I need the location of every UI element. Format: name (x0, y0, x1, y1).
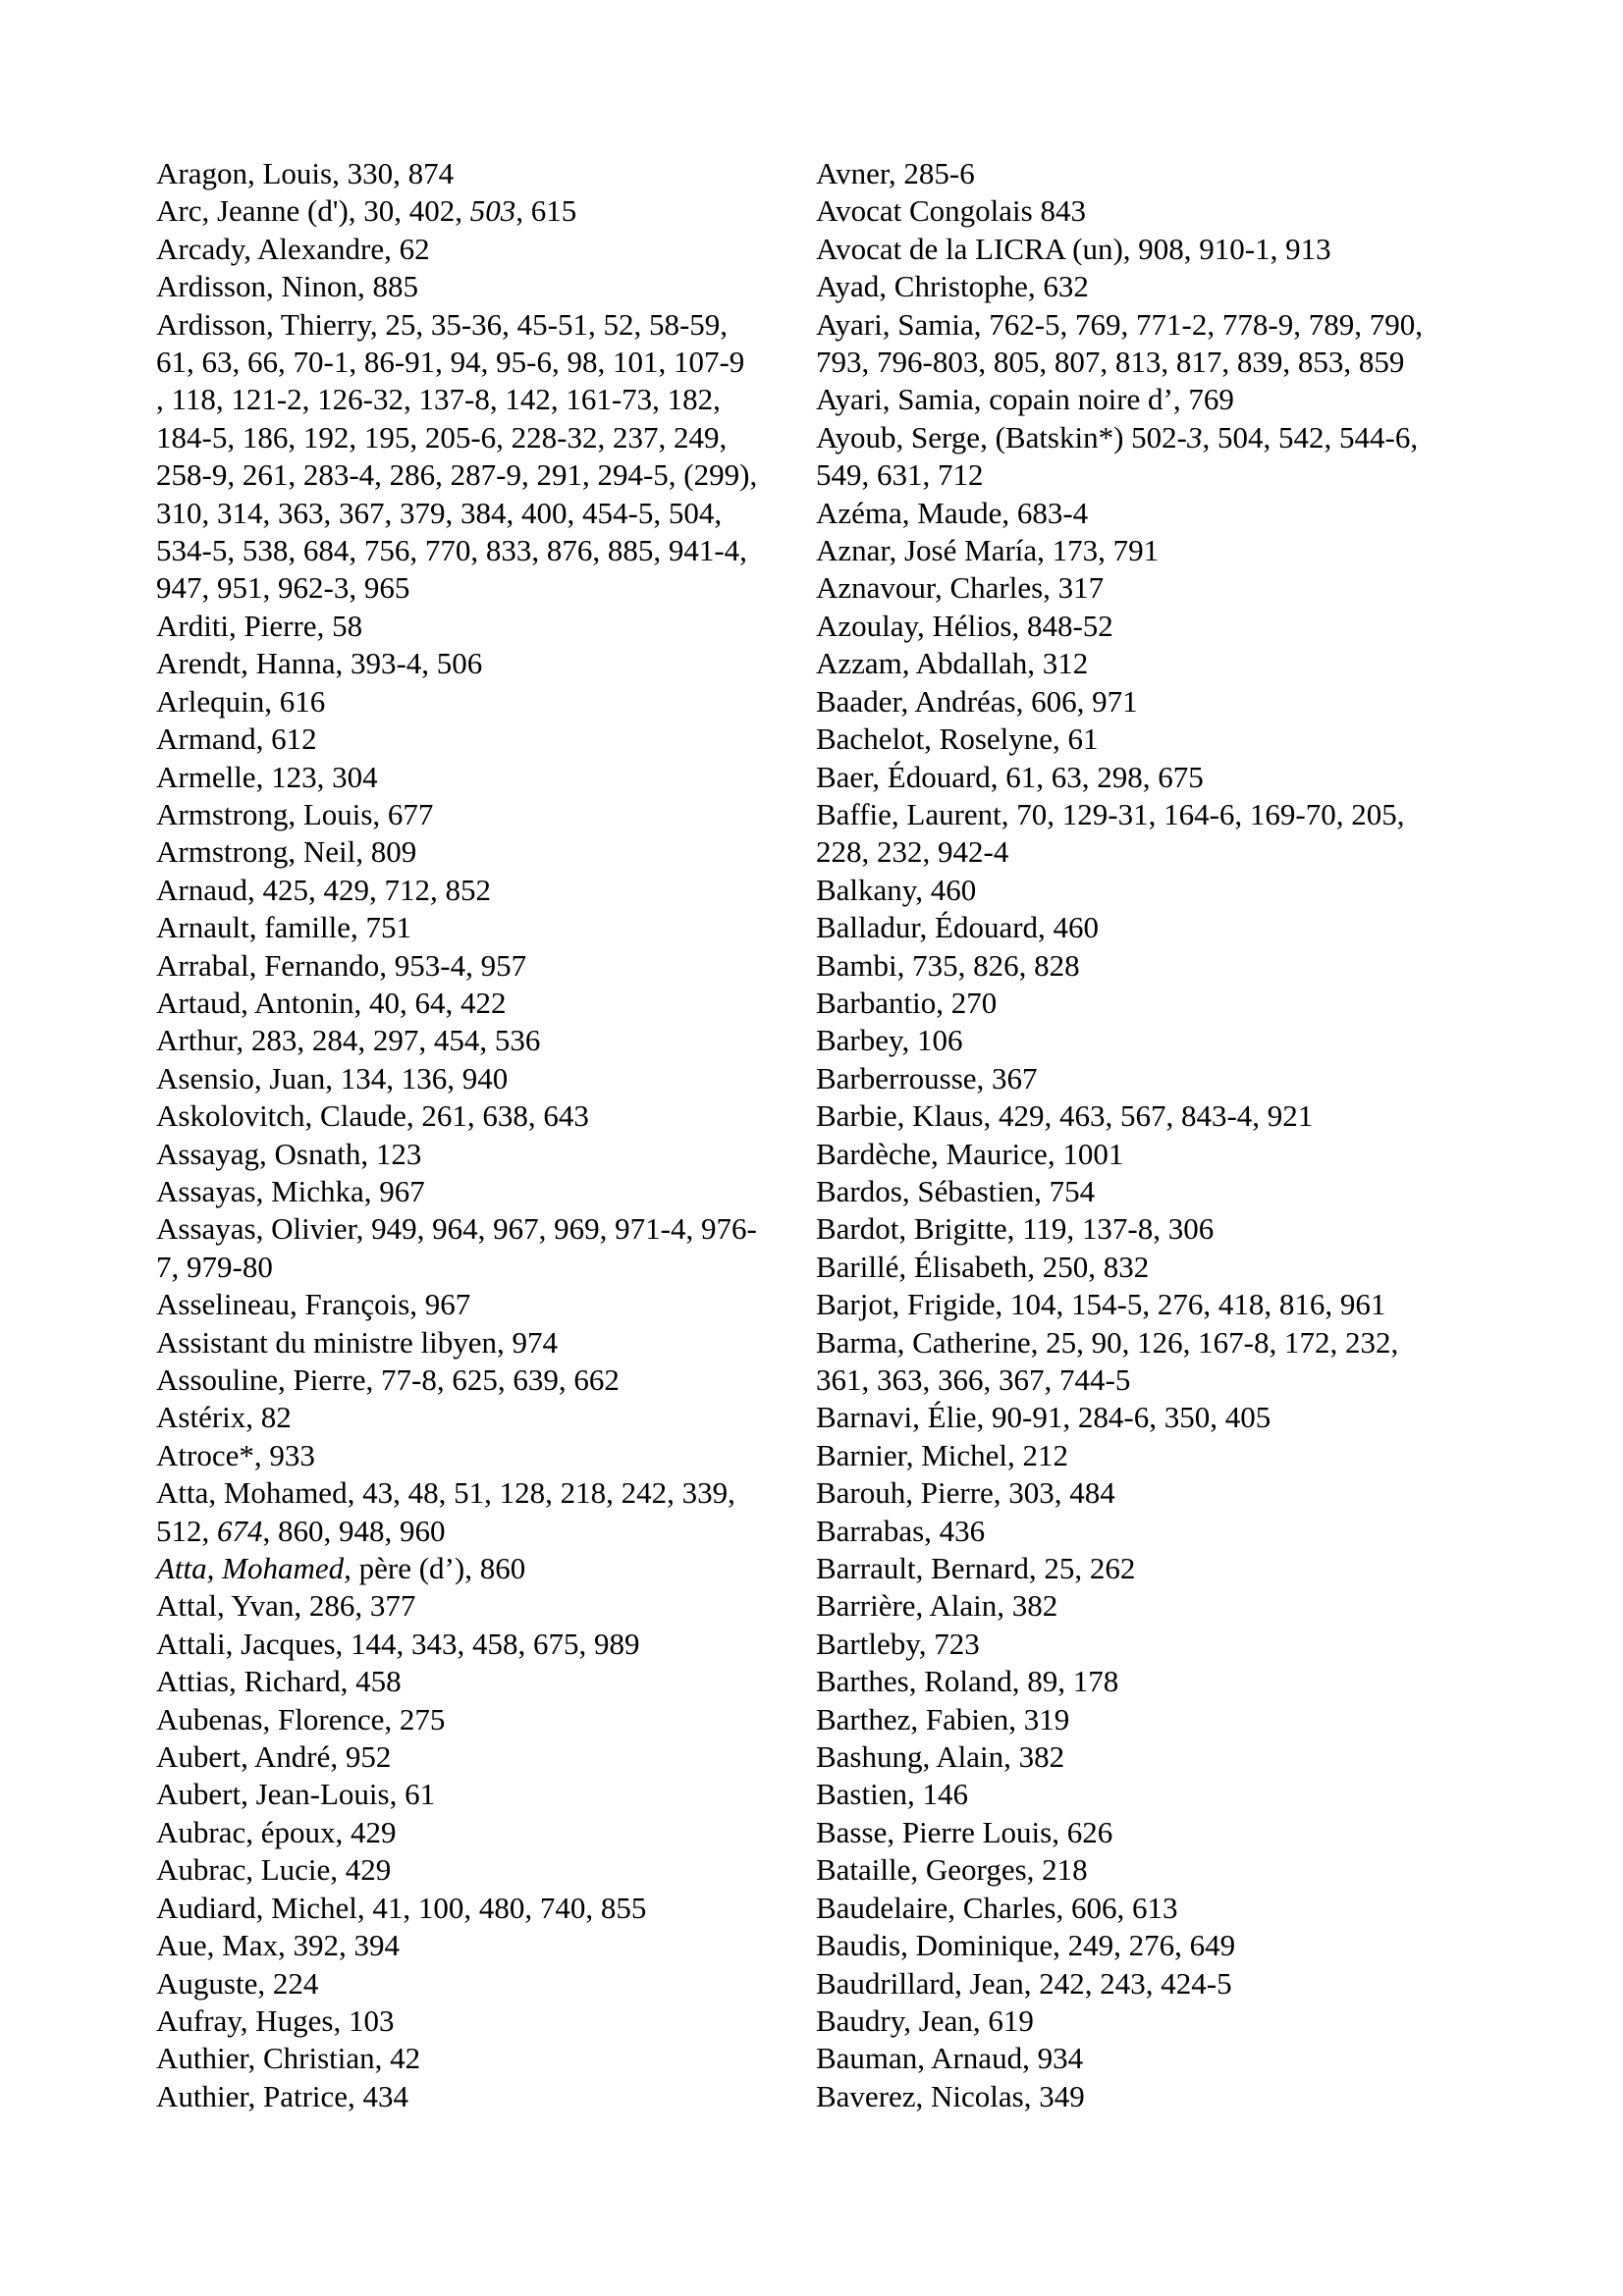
index-entry-text: Barbantio, 270 (816, 985, 998, 1020)
index-page (156, 155, 1531, 2216)
index-entry-line (156, 1550, 816, 1587)
index-entry-text: Arnaud, 425, 429, 712 (156, 872, 430, 907)
index-entry-line (816, 1022, 1531, 1059)
index-entry-text: 361, 363, 366, 367, 744-5 (816, 1362, 1131, 1397)
index-entry-text: Ayad, Christophe, 632 (816, 269, 1089, 304)
index-entry-text: Ayoub, Serge, (Batskin*) 502- (816, 419, 1188, 454)
index-entry-line (156, 569, 816, 607)
index-entry-text: Barbey, 106 (816, 1023, 963, 1058)
index-entry-text: Assistant du ministre libyen, 974 (156, 1324, 559, 1360)
index-entry-line (816, 1286, 1531, 1323)
index-entry-line (156, 344, 816, 381)
index-entry-line (816, 532, 1531, 569)
index-entry-line (816, 344, 1531, 381)
index-entry-line (816, 268, 1531, 305)
index-entry-line (816, 1136, 1531, 1173)
index-entry-line (156, 796, 816, 833)
index-entry-line (816, 231, 1531, 268)
index-entry-text: Ardisson, Thierry, 25, 35-36, 45-51, 52, 58-59, (156, 306, 729, 342)
index-entry-line (156, 1626, 816, 1663)
index-entry-line (816, 721, 1531, 758)
index-entry-text: Attal, Yvan, 286, 377 (156, 1588, 416, 1624)
index-entry-line (156, 155, 816, 192)
index-entry-text: 793, 796-803, 805, 807, 813, 817, 839, 853, 859 (816, 345, 1405, 380)
index-entry-text: Asensio, Juan, 134, 136, 940 (156, 1060, 509, 1095)
index-entry-line (156, 1249, 816, 1286)
index-entry-text: Barnavi, Élie, 90-91, 284-6, 350, 405 (816, 1400, 1271, 1435)
index-entry-text: Baverez, Nicolas, 349 (816, 2078, 1085, 2113)
index-entry-italic-text: 3 (1187, 419, 1203, 454)
index-entry-line (816, 1097, 1531, 1135)
index-entry-line (816, 1663, 1531, 1700)
index-entry-line (816, 419, 1531, 456)
index-entry-line (156, 1738, 816, 1776)
index-entry-line (156, 495, 816, 532)
index-entry-text: Aubrac, époux, 429 (156, 1814, 397, 1849)
index-entry-line (156, 1776, 816, 1813)
index-entry-line (156, 532, 816, 569)
index-entry-text: Bauman, Arnaud, 934 (816, 2041, 1084, 2076)
index-entry-line (156, 1513, 816, 1550)
index-entry-text: Barrière, Alain, 382 (816, 1588, 1058, 1624)
index-entry-text: Attali, Jacques, 144, 343, 458, 675, 989 (156, 1626, 640, 1661)
index-entry-text: 512, (156, 1513, 217, 1548)
index-entry-text: Bachelot, Roselyne, 61 (816, 721, 1099, 757)
index-entry-line (816, 1587, 1531, 1625)
index-entry-line (816, 1965, 1531, 2002)
index-entry-line (816, 306, 1531, 344)
index-entry-text: Barthez, Fabien, 319 (816, 1701, 1070, 1736)
index-entry-text: 228, 232, 942-4 (816, 834, 1009, 870)
index-entry-text: Baudrillard, Jean, 242, 243, 424-5 (816, 1965, 1232, 2001)
index-entry-text: Aue, Max, 392, 394 (156, 1928, 400, 1963)
index-entry-line (156, 456, 816, 494)
index-entry-line (816, 872, 1531, 909)
index-entry-text: Arnault, famille, 751 (156, 910, 411, 945)
index-entry-text: Baudis, Dominique, 249, 276, 649 (816, 1928, 1236, 1963)
index-entry-line (816, 1362, 1531, 1399)
index-entry-line (156, 1927, 816, 1964)
index-entry-text: Armelle, 123, 304 (156, 759, 378, 794)
index-entry-text: Bambi, 735, 826, 828 (816, 947, 1080, 983)
index-entry-text: Bastien, 146 (816, 1777, 968, 1812)
index-entry-text: , 860, 948, 960 (262, 1513, 446, 1548)
index-entry-line (816, 608, 1531, 645)
index-entry-text: Audiard, Michel, 41, 100, 480, 740, 855 (156, 1890, 647, 1925)
index-entry-text: 310, 314, 363, 367, 379, 384, 400, 454-5, 504, (156, 495, 723, 530)
index-entry-text: Ardisson, Ninon, 885 (156, 269, 418, 304)
index-entry-line (816, 456, 1531, 494)
index-entry-line (816, 833, 1531, 871)
index-entry-line (156, 759, 816, 796)
index-entry-line (816, 947, 1531, 985)
index-entry-text: Arthur, 283, 284, 297, 454, 536 (156, 1023, 541, 1058)
index-entry-text: Barthes, Roland, 89, 178 (816, 1664, 1119, 1699)
index-entry-line (816, 1626, 1531, 1663)
index-entry-italic-text: , (429, 872, 438, 907)
index-entry-text: Aragon, Louis, 330, 874 (156, 156, 455, 190)
index-entry-line (816, 2040, 1531, 2077)
index-entry-line (816, 1399, 1531, 1436)
index-entry-line (156, 1814, 816, 1851)
index-entry-text: Azéma, Maude, 683-4 (816, 495, 1089, 530)
index-entry-text: , 615 (515, 193, 577, 229)
index-entry-line (816, 2078, 1531, 2115)
index-entry-text: Armstrong, Louis, 677 (156, 796, 434, 831)
index-entry-text: Barma, Catherine, 25, 90, 126, 167-8, 172, 232, (816, 1324, 1399, 1360)
index-entry-line (816, 683, 1531, 721)
index-entry-line (816, 1437, 1531, 1474)
index-entry-text: Armand, 612 (156, 721, 317, 757)
index-entry-text: Balladur, Édouard, 460 (816, 910, 1100, 945)
index-entry-line (816, 1927, 1531, 1964)
index-entry-italic-text: Atta, Mohamed, (156, 1551, 352, 1586)
index-entry-text: Azoulay, Hélios, 848-52 (816, 608, 1113, 643)
index-entry-text: 61, 63, 66, 70-1, 86-91, 94, 95-6, 98, 101, 107-9 (156, 345, 745, 380)
index-entry-italic-text: 503 (469, 193, 516, 229)
index-entry-line (816, 1890, 1531, 1927)
index-entry-text: 534-5, 538, 684, 756, 770, 833, 876, 885, 941-4, (156, 533, 747, 568)
index-entry-text: , 504, 542, 544-6, (1202, 419, 1419, 454)
index-entry-line (156, 721, 816, 758)
index-entry-line (816, 796, 1531, 833)
index-entry-line (156, 1890, 816, 1927)
index-entry-text: Barouh, Pierre, 303, 484 (816, 1475, 1115, 1511)
index-entry-text: Assayas, Michka, 967 (156, 1173, 425, 1208)
index-entry-line (156, 1701, 816, 1738)
index-entry-line (816, 381, 1531, 418)
index-entry-line (156, 1022, 816, 1059)
index-entry-line (156, 1286, 816, 1323)
index-entry-text: 852 (437, 872, 491, 907)
index-entry-text: Ayari, Samia, copain noire d’, 769 (816, 382, 1234, 417)
index-entry-line (816, 1550, 1531, 1587)
index-entry-text: Aubenas, Florence, 275 (156, 1701, 446, 1736)
index-entry-line (816, 495, 1531, 532)
index-entry-text: Avocat Congolais 843 (816, 193, 1086, 229)
index-entry-text: Avner, 285-6 (816, 156, 975, 190)
index-entry-text: Arcady, Alexandre, 62 (156, 231, 430, 266)
index-entry-text: Barbie, Klaus, 429, 463, 567, 843-4, 921 (816, 1098, 1314, 1134)
index-entry-line (156, 872, 816, 909)
index-entry-text: Aubert, André, 952 (156, 1739, 392, 1775)
index-entry-text: Auguste, 224 (156, 1965, 319, 2001)
index-entry-line (156, 1060, 816, 1097)
index-entry-line (816, 155, 1531, 192)
index-entry-text: Aubert, Jean-Louis, 61 (156, 1777, 436, 1812)
index-entry-text: Bashung, Alain, 382 (816, 1739, 1065, 1775)
index-entry-text: Bardèche, Maurice, 1001 (816, 1136, 1124, 1171)
index-entry-text: Arlequin, 616 (156, 683, 326, 719)
index-entry-line (816, 985, 1531, 1022)
index-entry-line (156, 1324, 816, 1362)
index-entry-line (156, 381, 816, 418)
index-entry-line (816, 645, 1531, 682)
index-entry-line (156, 192, 816, 230)
index-entry-line (156, 947, 816, 985)
index-entry-text: Azzam, Abdallah, 312 (816, 646, 1089, 681)
index-entry-line (816, 1814, 1531, 1851)
index-entry-text: Arrabal, Fernando, 953-4, 957 (156, 947, 527, 983)
index-entry-text: Avocat de la LICRA (un), 908, 910-1, 913 (816, 231, 1331, 266)
index-entry-text: Asselineau, François, 967 (156, 1287, 471, 1322)
index-entry-line (816, 1851, 1531, 1889)
index-entry-text: Baer, Édouard, 61, 63, 298, 675 (816, 759, 1204, 794)
index-entry-line (816, 909, 1531, 946)
index-entry-text: Balkany, 460 (816, 872, 977, 907)
index-entry-text: Bataille, Georges, 218 (816, 1852, 1088, 1888)
index-entry-text: Bartleby, 723 (816, 1626, 980, 1661)
index-entry-text: Assayag, Osnath, 123 (156, 1136, 422, 1171)
index-entry-line (156, 1587, 816, 1625)
index-entry-line (156, 1173, 816, 1210)
index-entry-line (156, 1437, 816, 1474)
index-entry-line (156, 306, 816, 344)
index-entry-line (156, 1851, 816, 1889)
index-entry-text: Askolovitch, Claude, 261, 638, 643 (156, 1098, 589, 1134)
index-entry-line (156, 268, 816, 305)
index-entry-text: Authier, Patrice, 434 (156, 2078, 409, 2113)
index-entry-text: Arc, Jeanne (d'), 30, 402, (156, 193, 470, 229)
index-entry-line (816, 1513, 1531, 1550)
index-entry-text: Barjot, Frigide, 104, 154-5, 276, 418, 816, 961 (816, 1287, 1386, 1322)
index-entry-line (816, 1701, 1531, 1738)
index-entry-line (156, 1663, 816, 1700)
index-entry-text: Baudelaire, Charles, 606, 613 (816, 1890, 1178, 1925)
index-entry-text: , 118, 121-2, 126-32, 137-8, 142, 161-73, 182, (156, 382, 721, 417)
index-entry-text: Artaud, Antonin, 40, 64, 422 (156, 985, 507, 1020)
index-entry-line (156, 909, 816, 946)
index-entry-text: 7, 979-80 (156, 1249, 273, 1284)
index-column-left (156, 155, 816, 2115)
index-entry-italic-text: 674 (217, 1513, 263, 1548)
index-entry-line (816, 1060, 1531, 1097)
index-entry-line (156, 608, 816, 645)
index-entry-line (156, 231, 816, 268)
index-entry-text: Barrabas, 436 (816, 1513, 986, 1548)
index-entry-text: Assouline, Pierre, 77-8, 625, 639, 662 (156, 1362, 620, 1397)
index-entry-text: Ayari, Samia, 762-5, 769, 771-2, 778-9, 789, 790, (816, 306, 1423, 342)
index-entry-text: Atroce*, 933 (156, 1437, 315, 1472)
index-entry-text: Baffie, Laurent, 70, 129-31, 164-6, 169-70, 205, (816, 796, 1405, 831)
index-entry-text: Bardos, Sébastien, 754 (816, 1173, 1096, 1208)
index-entry-text: Barillé, Élisabeth, 250, 832 (816, 1249, 1150, 1284)
index-entry-text: 947, 951, 962-3, 965 (156, 570, 410, 606)
index-entry-text: Aznar, José María, 173, 791 (816, 533, 1160, 568)
index-entry-line (156, 1210, 816, 1248)
index-entry-text: Assayas, Olivier, 949, 964, 967, 969, 971-4, 976- (156, 1211, 757, 1247)
index-entry-line (816, 759, 1531, 796)
index-entry-line (816, 192, 1531, 230)
index-entry-text: Armstrong, Neil, 809 (156, 834, 417, 870)
index-entry-line (156, 419, 816, 456)
index-entry-text: Attias, Richard, 458 (156, 1664, 402, 1699)
index-entry-text: 184-5, 186, 192, 195, 205-6, 228-32, 237, 249, (156, 419, 728, 454)
index-entry-text: Baudry, Jean, 619 (816, 2002, 1034, 2038)
index-entry-line (156, 985, 816, 1022)
index-entry-line (816, 1474, 1531, 1512)
index-entry-line (156, 1136, 816, 1173)
index-entry-line (156, 1965, 816, 2002)
index-entry-text: Aufray, Huges, 103 (156, 2002, 395, 2038)
index-entry-text: Baader, Andréas, 606, 971 (816, 683, 1138, 719)
index-entry-text: Arditi, Pierre, 58 (156, 608, 363, 643)
index-entry-line (816, 2002, 1531, 2040)
index-entry-line (816, 1249, 1531, 1286)
index-entry-line (156, 683, 816, 721)
index-entry-line (816, 569, 1531, 607)
index-entry-line (156, 1362, 816, 1399)
index-entry-line (156, 2002, 816, 2040)
index-entry-text: Barberrousse, 367 (816, 1060, 1038, 1095)
index-entry-text: 258-9, 261, 283-4, 286, 287-9, 291, 294-5, (299), (156, 457, 758, 493)
index-entry-line (816, 1738, 1531, 1776)
index-entry-line (156, 1399, 816, 1436)
index-entry-line (816, 1776, 1531, 1813)
index-entry-line (156, 2040, 816, 2077)
index-entry-line (156, 645, 816, 682)
index-entry-text: père (d’), 860 (351, 1551, 526, 1586)
index-entry-text: Barrault, Bernard, 25, 262 (816, 1551, 1136, 1586)
index-entry-line (156, 2078, 816, 2115)
index-entry-text: Arendt, Hanna, 393-4, 506 (156, 646, 483, 681)
index-entry-line (156, 833, 816, 871)
index-entry-text: Aznavour, Charles, 317 (816, 570, 1105, 606)
index-entry-text: 549, 631, 712 (816, 457, 984, 493)
index-entry-line (816, 1210, 1531, 1248)
index-entry-line (156, 1474, 816, 1512)
index-entry-text: Basse, Pierre Louis, 626 (816, 1814, 1113, 1849)
index-entry-text: Astérix, 82 (156, 1400, 292, 1435)
index-column-right (816, 155, 1531, 2115)
index-entry-text: Authier, Christian, 42 (156, 2041, 421, 2076)
index-entry-text: Bardot, Brigitte, 119, 137-8, 306 (816, 1211, 1215, 1247)
index-entry-text: Aubrac, Lucie, 429 (156, 1852, 392, 1888)
index-entry-text: Atta, Mohamed, 43, 48, 51, 128, 218, 242, 339, (156, 1475, 735, 1511)
index-entry-line (816, 1173, 1531, 1210)
index-entry-line (816, 1324, 1531, 1362)
index-entry-line (156, 1097, 816, 1135)
index-entry-text: Barnier, Michel, 212 (816, 1437, 1069, 1472)
